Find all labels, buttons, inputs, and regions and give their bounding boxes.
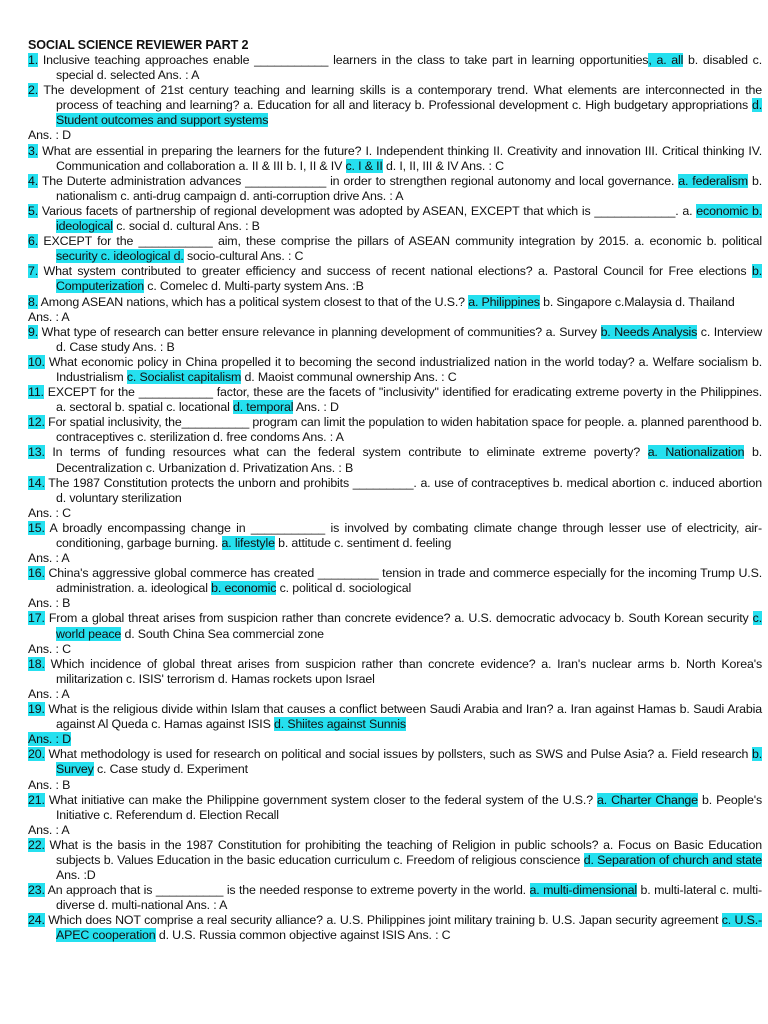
question-item [28, 657, 762, 687]
question-text-tail: b. Singapore c.Malaysia d. Thailand [539, 294, 735, 309]
question-text-tail: b. disabled c. special d. selected Ans. : A [56, 53, 762, 83]
question-text-tail: d. South China Sea commercial zone [121, 626, 324, 641]
highlighted-answer: economic b. ideological [56, 203, 763, 234]
question-text: Inclusive teaching approaches enable ___________ learners in the class to take part in learning opportunities [38, 53, 649, 67]
question-text: The 1987 Constitution protects the unborn and prohibits _________. a. use of contraceptives b. medical abortion c. induced abortion d. voluntary sterilization [44, 475, 762, 505]
highlighted-answer: a. lifestyle [221, 536, 275, 550]
question-item [28, 174, 762, 204]
highlighted-answer: d. Separation of church and state [583, 852, 762, 867]
document-title: SOCIAL SCIENCE REVIEWER PART 2 [28, 38, 249, 52]
highlighted-answer: c. world peace [56, 611, 762, 641]
question-number: 13. [28, 445, 45, 460]
question-item [28, 793, 762, 823]
question-text-tail: d. U.S. Russia common objective against ISIS Ans. : C [155, 928, 451, 943]
question-text: For spatial inclusivity, the__________ program can limit the population to widen habitation space for people. a. planned parenthood b. contraceptives c. sterilization d. free condoms Ans. : A [44, 415, 762, 445]
question-text-tail: c. Interview d. Case study Ans. : B [56, 324, 762, 354]
question-number: 21. [28, 792, 45, 807]
question-text-tail: b. nationalism c. anti-drug campaign d. anti-corruption drive Ans. : A [56, 173, 763, 203]
question-item [28, 702, 762, 732]
question-text: In terms of funding resources what can the federal system contribute to eliminate extreme poverty? [44, 445, 648, 460]
highlighted-answer: , a. all [648, 53, 684, 67]
question-text: What system contributed to greater efficiency and success of recent national elections? a. Pastoral Council for Free elections [38, 264, 752, 279]
question-number: 20. [28, 747, 45, 762]
question-number: 19. [28, 702, 45, 717]
question-item [28, 295, 762, 310]
question-item [28, 476, 762, 506]
question-item [28, 415, 762, 445]
question-number: 17. [28, 611, 45, 626]
question-item [28, 913, 762, 943]
question-text: From a global threat arises from suspicion rather than concrete evidence? a. U.S. democratic advocacy b. South Korean security [44, 611, 753, 626]
answer-line: Ans. : C [28, 641, 71, 656]
question-text-tail: b. attitude c. sentiment d. feeling [274, 536, 452, 550]
highlighted-answer: c. U.S.-APEC cooperation [56, 913, 763, 943]
question-text: What initiative can make the Philippine government system closer to the federal system of the U.S.? [44, 792, 597, 807]
question-text-tail: Ans. : D [293, 400, 339, 415]
question-number: 16. [28, 566, 45, 581]
answer-line: Ans. : B [28, 596, 71, 611]
question-item [28, 325, 762, 355]
question-number: 22. [28, 837, 45, 852]
question-number: 8. [28, 294, 39, 309]
question-text: An approach that is __________ is the needed response to extreme poverty in the world. [44, 883, 530, 898]
question-number: 9. [28, 324, 39, 339]
question-text: Which incidence of global threat arises from suspicion rather than concrete evidence? a. Iran's nuclear arms b. North Korea's militarization c. ISIS' terrorism d. Hamas rockets upon Israel [44, 656, 762, 686]
highlighted-answer: a. multi-dimensional [529, 883, 637, 898]
question-item [28, 566, 762, 596]
question-text: What are essential in preparing the learners for the future? I. Independent thinking II. Creativity and innovation III. Critical thinking IV. Communication and collaboration a. II & III b. I, II & IV [38, 143, 762, 173]
question-text-tail: b. multi-lateral c. multi-diverse d. multi-national Ans. : A [56, 883, 763, 913]
question-number: 5. [28, 203, 39, 218]
question-text: EXCEPT for the ___________ factor, these are the facets of "inclusivity" identified for eradicating extreme poverty in the Philippines. a. sectoral b. spatial c. locational [43, 385, 762, 415]
answer-line: Ans. : A [28, 822, 70, 837]
highlighted-answer: d. Shiites against Sunnis [274, 717, 406, 732]
question-item [28, 611, 762, 641]
question-list [28, 53, 762, 944]
question-number: 2. [28, 83, 39, 98]
question-number: 4. [28, 173, 39, 188]
question-text: What is the basis in the 1987 Constitution for prohibiting the teaching of Religion in public schools? a. Focus on Basic Education subjects b. Values Education in the basic education curriculum c. Freedom of religious conscience [44, 837, 762, 867]
question-text-tail: d. Maoist communal ownership Ans. : C [241, 369, 457, 384]
question-item [28, 83, 762, 128]
question-text: What is the religious divide within Islam that causes a conflict between Saudi Arabia and Iran? a. Iran against Hamas b. Saudi Arabia against Al Queda c. Hamas against ISIS [44, 702, 762, 732]
highlighted-answer: b. Needs Analysis [600, 324, 698, 339]
question-number: 10. [28, 354, 45, 369]
question-item [28, 355, 762, 385]
question-item [28, 883, 762, 913]
answer-line: Ans. : A [28, 309, 70, 324]
highlighted-answer: b. Computerization [56, 264, 762, 294]
question-text: Among ASEAN nations, which has a political system closest to that of the U.S.? [38, 294, 469, 309]
question-item [28, 838, 762, 883]
question-text-tail: b. Decentralization c. Urbanization d. Privatization Ans. : B [56, 445, 762, 475]
highlighted-answer: d. temporal [232, 400, 294, 415]
highlighted-answer: a. Philippines [468, 294, 540, 309]
question-text-tail: c. social d. cultural Ans. : B [112, 219, 260, 234]
question-number: 14. [28, 475, 45, 490]
question-text: EXCEPT for the ___________ aim, these comprise the pillars of ASEAN community integration by 2015. a. economic b. political [38, 234, 762, 249]
question-text-tail: c. Comelec d. Multi-party system Ans. :B [143, 279, 364, 294]
question-text: A broadly encompassing change in ___________ is involved by combating climate change through lesser use of electricity, air-conditioning, garbage burning. [44, 520, 762, 550]
question-item [28, 264, 762, 294]
question-item [28, 445, 762, 475]
highlighted-answer: a. federalism [678, 173, 748, 188]
question-number: 15. [28, 520, 45, 535]
question-number: 6. [28, 234, 39, 249]
answer-line: Ans. : D [28, 732, 71, 747]
highlighted-answer: c. I & II [345, 158, 383, 173]
question-number: 24. [28, 913, 45, 928]
highlighted-answer: b. economic [211, 581, 277, 596]
document-page [28, 38, 762, 944]
question-item [28, 204, 762, 234]
question-item [28, 144, 762, 174]
question-item [28, 385, 762, 415]
highlighted-answer: c. Socialist capitalism [126, 369, 242, 384]
answer-line: Ans. : C [28, 505, 71, 520]
question-text: Various facets of partnership of regional development was adopted by ASEAN, EXCEPT that which is ____________. a. [38, 203, 697, 218]
question-number: 1. [28, 53, 39, 67]
question-text: China's aggressive global commerce has created _________ tension in trade and commerce especially for the incoming Trump U.S. administration. a. ideological [44, 566, 762, 596]
question-text-tail: d. I, II, III & IV Ans. : C [382, 158, 504, 173]
question-number: 3. [28, 143, 39, 158]
answer-line: Ans. : D [28, 128, 71, 143]
question-item [28, 234, 762, 264]
question-text: What type of research can better ensure relevance in planning development of communities? a. Survey [38, 324, 601, 339]
question-item [28, 521, 762, 551]
question-text: The Duterte administration advances ____________ in order to strengthen regional autonomy and local governance. [38, 173, 679, 188]
question-text-tail: Ans. :D [56, 868, 96, 883]
question-number: 11. [28, 385, 44, 400]
highlighted-answer: a. Charter Change [597, 792, 698, 807]
question-text-tail: b. People's Initiative c. Referendum d. Election Recall [56, 792, 763, 822]
question-item [28, 53, 762, 83]
question-text-tail: c. Case study d. Experiment [93, 762, 248, 777]
question-text: What methodology is used for research on political and social issues by pollsters, such as SWS and Pulse Asia? a. Field research [44, 747, 752, 762]
question-number: 18. [28, 656, 45, 671]
question-text: What economic policy in China propelled it to becoming the second industrialized nation in the world today? a. Welfare socialism b. Industrialism [44, 354, 762, 384]
question-number: 12. [28, 415, 45, 430]
highlighted-answer: d. Student outcomes and support systems [56, 98, 762, 128]
question-text-tail: c. political d. sociological [276, 581, 412, 596]
question-text-tail: socio-cultural Ans. : C [183, 249, 304, 264]
answer-line: Ans. : A [28, 551, 70, 566]
answer-line: Ans. : B [28, 777, 71, 792]
question-text: The development of 21st century teaching and learning skills is a contemporary trend. What elements are interconnected in the process of teaching and learning? a. Education for all and literacy b. Professional development c. High budgetary appropriations [38, 83, 762, 113]
highlighted-answer: security c. ideological d. [56, 249, 184, 264]
question-number: 23. [28, 883, 45, 898]
answer-line: Ans. : A [28, 686, 70, 701]
highlighted-answer: a. Nationalization [647, 445, 745, 460]
question-text: Which does NOT comprise a real security alliance? a. U.S. Philippines joint military training b. U.S. Japan security agreement [44, 913, 722, 928]
question-number: 7. [28, 264, 39, 279]
highlighted-answer: b. Survey [56, 747, 762, 777]
question-item [28, 747, 762, 777]
